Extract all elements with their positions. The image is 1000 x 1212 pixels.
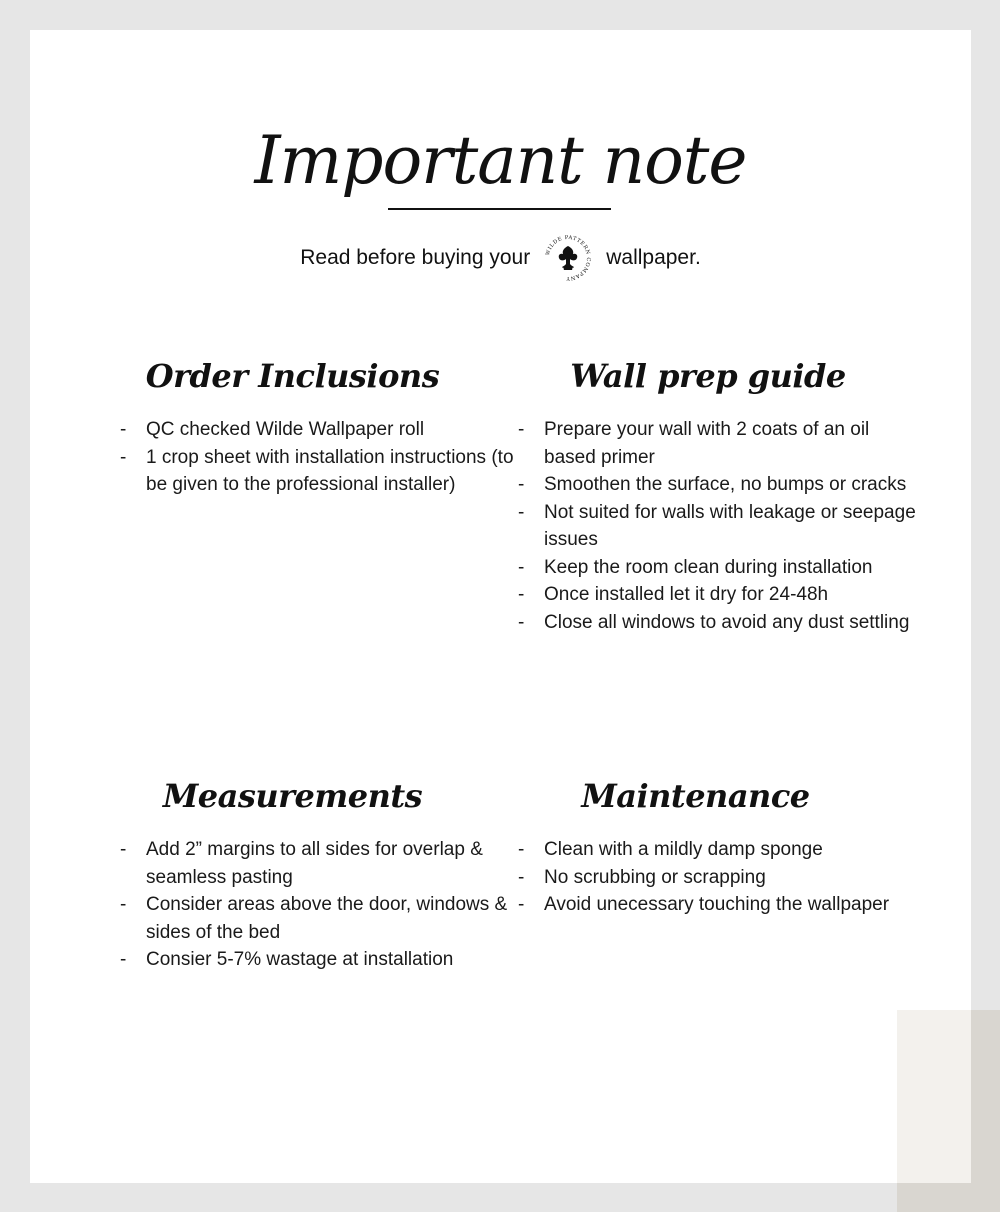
list-item xyxy=(518,891,918,919)
section-wall-prep-guide xyxy=(518,357,918,636)
list-item xyxy=(120,946,520,974)
list-item xyxy=(120,444,520,499)
bullet-list xyxy=(120,836,520,974)
list-item-text: Close all windows to avoid any dust settling xyxy=(544,611,910,633)
bullet-list xyxy=(120,416,520,499)
bullet-dash: - xyxy=(120,839,127,860)
list-item xyxy=(518,609,918,637)
list-item xyxy=(518,836,918,864)
bullet-list xyxy=(518,836,918,919)
list-item-text: Avoid unecessary touching the wallpaper xyxy=(544,894,890,915)
bullet-dash: - xyxy=(518,474,525,495)
bullet-dash: - xyxy=(120,894,127,915)
title-divider xyxy=(388,208,611,210)
subtitle-after: wallpaper. xyxy=(606,246,701,269)
section-heading: Maintenance xyxy=(581,777,810,815)
section-heading: Measurements xyxy=(162,777,423,815)
bullet-dash: - xyxy=(518,556,525,578)
list-item xyxy=(518,499,918,554)
list-item-text: Clean with a mildly damp sponge xyxy=(544,839,823,860)
list-item-text: Not suited for walls with leakage or seepage issues xyxy=(544,501,916,550)
bullet-dash: - xyxy=(518,501,525,523)
subtitle xyxy=(30,234,971,282)
note-card xyxy=(30,30,971,1183)
list-item xyxy=(518,581,918,609)
bullet-dash: - xyxy=(120,949,127,970)
list-item-text: Keep the room clean during installation xyxy=(544,556,873,578)
bullet-dash: - xyxy=(518,866,525,888)
bullet-dash: - xyxy=(120,419,127,440)
bullet-dash: - xyxy=(518,584,525,605)
section-measurements xyxy=(120,777,520,974)
list-item-text: Consider areas above the door, windows & sides of the bed xyxy=(146,894,508,943)
subtitle-before: Read before buying your xyxy=(300,246,531,269)
page-title: Important note xyxy=(254,122,747,199)
section-maintenance xyxy=(518,777,918,919)
list-item xyxy=(120,836,520,891)
list-item xyxy=(518,471,918,499)
list-item-text: QC checked Wilde Wallpaper roll xyxy=(146,419,425,440)
list-item xyxy=(518,554,918,582)
list-item-text: Consier 5-7% wastage at installation xyxy=(146,949,454,970)
list-item-text: Once installed let it dry for 24-48h xyxy=(544,584,829,605)
section-order-inclusions xyxy=(120,357,520,499)
section-heading: Order Inclusions xyxy=(145,357,440,395)
bullet-dash: - xyxy=(518,839,525,860)
list-item-text: 1 crop sheet with installation instructions (to be given to the professional installer) xyxy=(146,446,514,495)
list-item-text: Add 2” margins to all sides for overlap & seamless pasting xyxy=(146,839,483,888)
list-item-text: Prepare your wall with 2 coats of an oil based primer xyxy=(544,419,870,468)
list-item xyxy=(120,891,520,946)
bullet-dash: - xyxy=(120,446,127,468)
list-item-text: Smoothen the surface, no bumps or cracks xyxy=(544,474,907,495)
section-heading: Wall prep guide xyxy=(570,357,846,395)
wilde-pattern-logo-icon xyxy=(544,234,592,282)
list-item xyxy=(120,416,520,444)
list-item xyxy=(518,416,918,471)
bullet-dash: - xyxy=(518,611,525,633)
bullet-dash: - xyxy=(518,894,525,915)
bullet-dash: - xyxy=(518,419,525,440)
corner-decor xyxy=(897,1010,971,1183)
list-item-text: No scrubbing or scrapping xyxy=(544,866,766,888)
list-item xyxy=(518,864,918,892)
svg-text:WILDE PATTERN COMPANY: WILDE PATTERN COMPANY xyxy=(545,234,592,282)
bullet-list xyxy=(518,416,918,636)
